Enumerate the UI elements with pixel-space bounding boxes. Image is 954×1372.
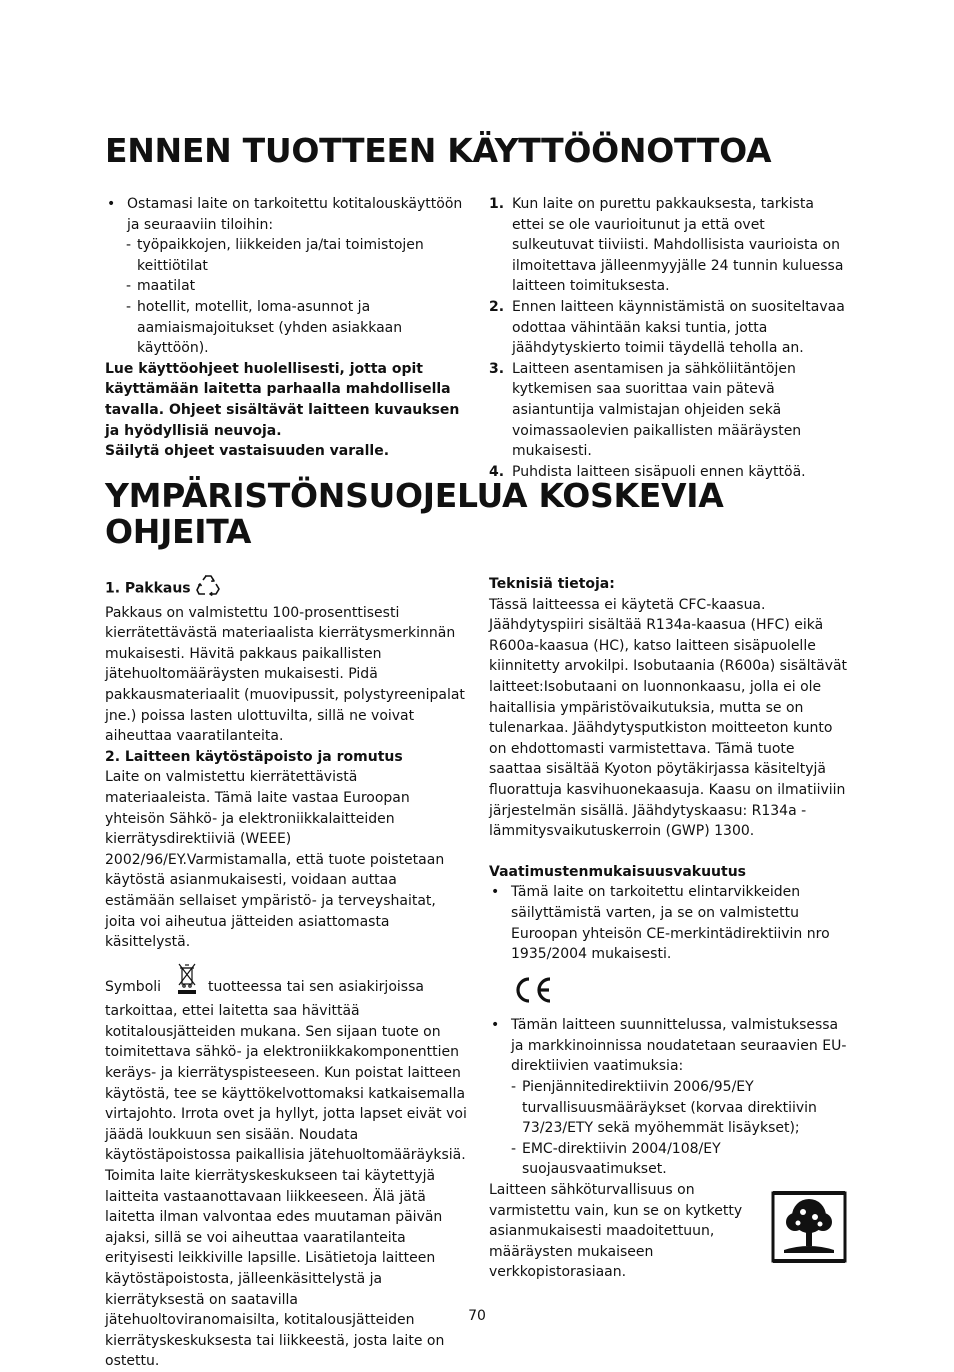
- usage-places-list: [126, 235, 470, 359]
- list-item: - maatilat: [126, 276, 470, 297]
- crossed-bin-icon: [176, 961, 198, 1002]
- packaging-text: Pakkaus on valmistettu 100-prosenttisesti kierrätettävästä materiaalista kierrätysmerkinnän mukaisesti. Hävitä pakkaus paikallisten jätehuoltomääräysten mukaisesti. Pidä pakkausmateriaalit (muovipussit, polystyreenipalat jne.) poissa lasten ulottuvilta, sillä ne voivat aiheuttaa vaaratilanteita.: [105, 604, 465, 745]
- list-item: - työpaikkojen, liikkeiden ja/tai toimistojen keittiötilat: [126, 235, 470, 276]
- technical-heading: Teknisiä tietoja:: [489, 576, 615, 592]
- technical-text: Tässä laitteessa ei käytetä CFC-kaasua. Jäähdytyspiiri sisältää R134a-kaasua (HFC) eikä R600a-kaasua (HC), katso laitteen sisäpuolelle kiinnitetty arvokilpi. Isobutaania (R600a) sisältävät laitteet:Isobutaani on luonnonkaasu, jolla ei ole haitallisia ympäristövaikutuksia, mutta se on tulenarkaa. Jäähdytysputkiston moitteeton kunto on ehdottomasti varmistettava. Tämä tuote saattaa sisältää Kyoton pöytäkirjassa käsiteltyjä fluorattuja kasvihuonekaasuja. Kaasu on ilmatiiviin järjestelmän sisällä. Jäähdytyskaasu: R134a - lämmitysvaikutuskerroin (GWP) 1300.: [489, 596, 848, 840]
- list-item: - hotellit, motellit, loma-asunnot ja aamiaismajoitukset (yhden asiakkaan käyttöön).: [126, 297, 470, 359]
- read-instructions-note: Lue käyttöohjeet huolellisesti, jotta opit käyttämään laitetta parhaalla mahdollisella tavalla. Ohjeet sisältävät laitteen kuvauksen ja hyödyllisiä neuvoja.: [105, 360, 460, 439]
- symbol-word: Symboli: [105, 978, 162, 995]
- environment-left-column: [105, 574, 467, 1372]
- symbol-text: tuotteessa tai sen asiakirjoissa tarkoittaa, ettei laitetta saa hävittää kotitalousjätteiden mukana. Sen sijaan tuote on toimitettava sähkö- ja elektroniikkakomponenttien keräys- ja kierrätyspisteeseen. Kun poistat laitteen käytöstä, tee se käyttökelvottomaksi katkaisemalla virtajohto. Irrota ovet ja hyllyt, jotta lapset eivät voi jäädä loukkuun sen sisään. Noudata käytöstäpoistossa paikallisia jätehuoltomääräyksiä. Toimita laite kierrätyskeskukseen tai käytettyjä laitteita vastaanottavaan liikkeeseen. Älä jätä laitetta ilman valvontaa edes muutaman päivän ajaksi, sillä se voi aiheuttaa vaaratilanteita erityisesti leikkiville lapsille. Lisätietoja laitteen käytöstäpoistosta, jälleenkäsittelystä ja kierrätyksestä on saatavilla jätehuoltoviranomaisilta, kotitalousjätteiden kierrätyskeskuksesta tai liikkeestä, josta laite on ostettu.: [105, 978, 467, 1370]
- recycle-icon: [196, 574, 220, 603]
- steps-column: [489, 194, 849, 482]
- disposal-text: Laite on valmistettu kierrätettävistä materiaaleista. Tämä laite vastaa Euroopan yhteisön Sähkö- ja elektroniikkalaitteiden kierrätysdirektiiviä (WEEE) 2002/96/EY.Varmistamalla, että tuote poistetaan käytöstä asianmukaisesti, voidaan auttaa estämään sellaiset ympäristö- ja terveyshaitat, joita voi aiheutua jätteiden asiattomasta käsittelystä.: [105, 769, 445, 951]
- list-item: - EMC-direktiivin 2004/108/EY suojausvaatimukset.: [511, 1139, 849, 1180]
- step-number: 3.: [489, 360, 505, 377]
- directives-list: [511, 1077, 849, 1180]
- list-item: [489, 297, 849, 359]
- step-number: 1.: [489, 196, 505, 212]
- step-text: Ennen laitteen käynnistämistä on suositeltavaa odottaa vähintään kaksi tuntia, jotta jäähdytyskierto toimii täydellä teholla an.: [512, 298, 845, 357]
- closing-text: Laitteen sähköturvallisuus on varmistettu vain, kun se on kytketty asianmukaisesti maadoitettuun, määräysten mukaiseen verkkopistorasiaan.: [489, 1182, 743, 1281]
- environment-right-column: [489, 574, 849, 1283]
- conformity-text-2: Tämän laitteen suunnittelussa, valmistuksessa ja markkinoinnissa noudatetaan seuraavien EU-direktiivien vaatimuksia:: [511, 1017, 847, 1075]
- packaging-heading-row: [105, 574, 467, 603]
- bullet-intro-text: • Ostamasi laite on tarkoitettu kotitalouskäyttöön ja seuraaviin tiloihin:: [127, 196, 463, 233]
- conformity-heading: Vaatimustenmukaisuusvakuutus: [489, 863, 747, 880]
- page-number: 70: [468, 1308, 486, 1324]
- list-item: [105, 194, 470, 359]
- setup-steps-list: [489, 194, 849, 482]
- list-item: [489, 882, 849, 1015]
- step-text: Laitteen asentamisen ja sähköliitäntöjen kytkemisen saa suorittaa vain pätevä asiantuntija valmistajan ohjeiden sekä voimassaolevien paikallisten määräysten mukaisesti.: [512, 360, 802, 460]
- step-text: Kun laite on purettu pakkauksesta, tarkista ettei se ole vaurioitunut ja että ovet sulkeutuvat tiiviisti. Mahdollisista vaurioista on ilmoitettava jälleenmyyjälle 24 tunnin kuluessa laitteen toimituksesta.: [512, 196, 844, 295]
- conformity-list: [489, 882, 849, 1180]
- intro-column: [105, 194, 470, 462]
- section-title-before-use: ENNEN TUOTTEEN KÄYTTÖÖNOTTOA: [105, 131, 772, 170]
- intro-bullet-list: [105, 194, 470, 359]
- keep-instructions-note: Säilytä ohjeet vastaisuuden varalle.: [105, 443, 390, 460]
- list-item: [489, 194, 849, 297]
- ce-mark-icon: [513, 975, 555, 1012]
- step-text: Puhdista laitteen sisäpuoli ennen käyttöä.: [512, 463, 806, 480]
- step-number: 4.: [489, 463, 505, 480]
- disposal-heading: 2. Laitteen käytöstäpoisto ja romutus: [105, 748, 403, 765]
- list-item: [489, 1015, 849, 1180]
- list-item: [489, 359, 849, 462]
- tree-logo-icon: [770, 1190, 848, 1268]
- packaging-heading: 1. Pakkaus: [105, 580, 191, 597]
- list-item: - Pienjännitedirektiivin 2006/95/EY turvallisuusmääräykset (korvaa direktiivin 73/23/ETY sekä myöhemmät lisäykset);: [511, 1077, 849, 1139]
- section-title-environment: YMPÄRISTÖNSUOJELUA KOSKEVIA OHJEITA: [105, 476, 724, 551]
- conformity-text-1: Tämä laite on tarkoitettu elintarvikkeiden säilyttämistä varten, ja se on valmistettu Euroopan yhteisön CE-merkintädirektiivin nro 1935/2004 mukaisesti.: [511, 884, 830, 963]
- step-number: 2.: [489, 298, 505, 315]
